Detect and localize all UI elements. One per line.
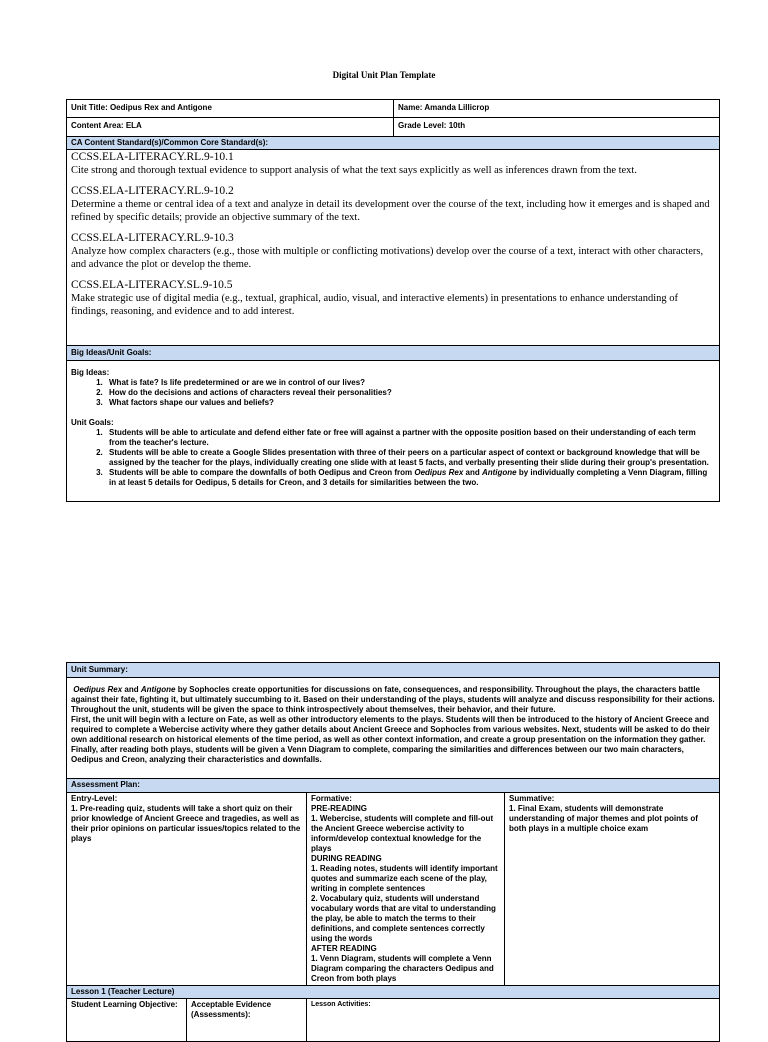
entry-level-label: Entry-Level: [71,794,118,803]
unit-goal-item: 1. Students will be able to articulate and defend either fate or free will against a partner with the opposite position based on their understanding of each term from the teacher's lecture. [105,428,715,448]
lesson1-evidence: Acceptable Evidence (Assessments): [187,999,307,1042]
grade-level: Grade Level: 10th [394,118,720,137]
standards-list [67,150,720,346]
big-ideas-label: Big Ideas: [71,368,110,377]
unit-summary-header: Unit Summary: [67,663,720,678]
teacher-name: Name: Amanda Lillicrop [394,100,720,118]
unit-goal-item: 3. Students will be able to compare the downfalls of both Oedipus and Creon from Oedipus Rex and Antigone by individually completing a Venn Diagram, filling in at least 5 details for Oedipus, 5 details for Creon, and 3 details for similarities between the two. [105,468,715,488]
unit-title: Unit Title: Oedipus Rex and Antigone [67,100,394,118]
summative-assessment [505,793,720,986]
document-title: Digital Unit Plan Template [332,70,436,80]
assessment-header: Assessment Plan: [67,779,720,793]
summative-label: Summative: [509,794,555,803]
standards-header: CA Content Standard(s)/Common Core Standard(s): [67,137,720,150]
big-idea-item: 1. What is fate? Is life predetermined or are we in control of our lives? [105,378,715,388]
standard-code: CCSS.ELA-LITERACY.RL.9-10.1 [71,151,234,163]
standard-text: Cite strong and thorough textual evidence to support analysis of what the text says explicitly as well as inferences drawn from the text. [71,165,637,176]
standard-item [71,232,715,271]
unit-goals-list [71,428,715,488]
standard-item [71,279,715,318]
summative-text: 1. Final Exam, students will demonstrate understanding of major themes and plot points of both plays in a multiple choice exam [509,804,698,833]
standard-code: CCSS.ELA-LITERACY.RL.9-10.2 [71,185,234,197]
unit-info-table [66,99,720,502]
standard-text: Analyze how complex characters (e.g., those with multiple or conflicting motivations) develop over the course of a text, interact with other characters, and advance the plot or develop the theme. [71,246,704,270]
standard-code: CCSS.ELA-LITERACY.SL.9-10.5 [71,279,233,291]
standard-text: Make strategic use of digital media (e.g., textual, graphical, audio, visual, and interactive elements) in presentations to enhance understanding of findings, reasoning, and evidence and to add interest. [71,293,679,317]
big-idea-item: 2. How do the decisions and actions of characters reveal their personalities? [105,388,715,398]
lesson1-header: Lesson 1 (Teacher Lecture) [67,986,720,999]
content-area: Content Area: ELA [67,118,394,137]
unit-summary-table [66,662,720,1042]
unit-goals-label: Unit Goals: [71,418,114,427]
lesson1-objective: Student Learning Objective: [67,999,187,1042]
big-ideas-header: Big Ideas/Unit Goals: [67,346,720,361]
entry-level-text: 1. Pre-reading quiz, students will take a short quiz on their prior knowledge of Ancient Greece and tragedies, as well as their prior opinions on particular issues/topics related to the plays [71,804,301,843]
lesson1-activities: Lesson Activities: [307,999,720,1042]
standard-text: Determine a theme or central idea of a text and analyze in detail its development over the course of the text, including how it emerges and is shaped and refined by specific details; provide an objective summary of the text. [71,199,710,223]
unit-summary-text: Oedipus Rex and Antigone by Sophocles create opportunities for discussions on fate, consequences, and responsibility. Throughout the plays, the characters battle against their fate, fighting it, but ultimately succumbing to it. Based on their understanding of the plays, students will analyze and discuss responsibility for their actions. Throughout the unit, students will be given the space to think introspectively about themselves, their behavior, and their future. First, the unit will begin with a lecture on Fate, as well as other introductory elements to the plays. Students will then be introduced to the history of Ancient Greece and required to complete a Webercise activity where they gather details about Ancient Greece and Sophocles from various websites. Next, students will be asked to do their own additional research on historical elements of the time period, as well as other context information, and create a group presentation on the information they gather. Finally, after reading both plays, students will be given a Venn Diagram to complete, comparing the similarities and differences between our two main characters, Oedipus and Creon, analyzing their characteristics and downfalls. [67,678,720,779]
formative-label: Formative: [311,794,352,803]
big-ideas-list [71,378,715,408]
standard-item [71,151,715,177]
unit-goal-item: 2. Students will be able to create a Google Slides presentation with three of their peers on a particular aspect of context or background knowledge that will be assigned by the teacher for the plays, individually creating one slide with at least 5 facts, and verbally presenting their slide during their group's presentation. [105,448,715,468]
big-idea-item: 3. What factors shape our values and beliefs? [105,398,715,408]
big-ideas-content [67,361,720,502]
entry-level-assessment [67,793,307,986]
standard-item [71,185,715,224]
standard-code: CCSS.ELA-LITERACY.RL.9-10.3 [71,232,234,244]
formative-assessment: Formative: PRE-READING 1. Webercise, students will complete and fill-out the Ancient Greece webercise activity to inform/develop contextual knowledge for the plays DURING READING 1. Reading notes, students will identify important quotes and summarize each scene of the play, writing in complete sentences 2. Vocabulary quiz, students will understand vocabulary words that are vital to understanding the play, be able to match the terms to their definitions, and complete sentences correctly using the words AFTER READING 1. Venn Diagram, students will complete a Venn Diagram comparing the characters Oedipus and Creon from both plays [307,793,505,986]
